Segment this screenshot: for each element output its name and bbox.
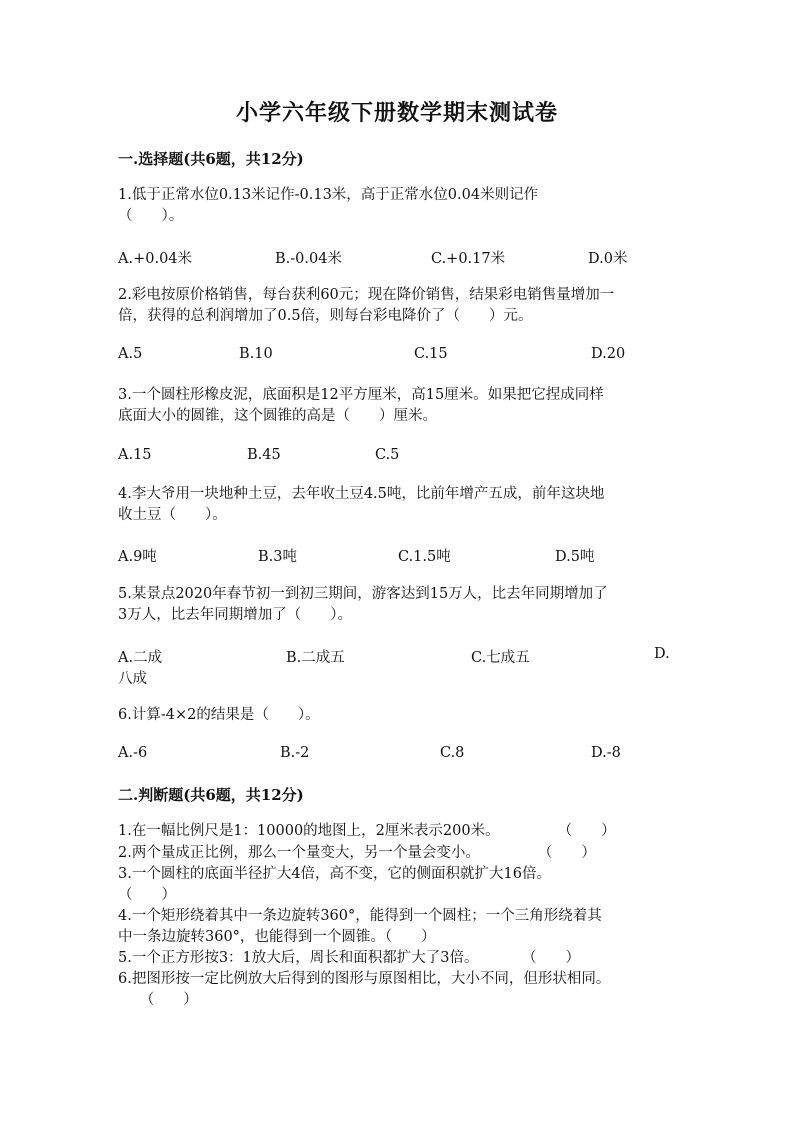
judgment-line: 6.把图形按一定比例放大后得到的图形与原图相比，大小不同，但形状相同。	[118, 971, 611, 987]
question-5-option-b: B.二成五	[286, 650, 345, 666]
question-6-line-1: 6.计算-4×2的结果是（ ）。	[118, 707, 320, 723]
question-4-option-b: B.3吨	[258, 549, 297, 565]
page-title: 小学六年级下册数学期末测试卷	[235, 100, 558, 126]
question-4-option-d: D.5吨	[555, 549, 595, 565]
question-2-line-1: 2.彩电按原价格销售，每台获利60元；现在降价销售，结果彩电销售量增加一	[118, 287, 615, 303]
question-1-option-d: D.0米	[588, 251, 628, 267]
question-4-option-a: A.9吨	[118, 549, 157, 565]
question-3-option-b: B.45	[247, 447, 281, 463]
question-1-line-1: 1.低于正常水位0.13米记作-0.13米，高于正常水位0.04米则记作	[118, 187, 539, 203]
question-4-line-2: 收土豆（ ）。	[118, 507, 227, 523]
judgment-line: 3.一个圆柱的底面半径扩大4倍，高不变，它的侧面积就扩大16倍。	[118, 866, 552, 882]
judgment-line: 4.一个矩形绕着其中一条边旋转360°，能得到一个圆柱；一个三角形绕着其	[118, 908, 602, 924]
judgment-line: 中一条边旋转360°，也能得到一个圆锥。（ ）	[118, 929, 436, 945]
question-5-option-a: A.二成	[118, 650, 163, 666]
judgment-line: 5.一个正方形按3：1放大后，周长和面积都扩大了3倍。 （ ）	[118, 950, 581, 966]
judgment-line: （ ）	[118, 887, 176, 903]
question-5-line-2: 3万人，比去年同期增加了（ ）。	[118, 607, 352, 623]
question-6-option-b: B.-2	[280, 745, 310, 761]
question-4-option-c: C.1.5吨	[398, 549, 451, 565]
question-6-option-c: C.8	[440, 745, 465, 761]
question-5-option-c: C.七成五	[471, 650, 530, 666]
question-2-option-a: A.5	[118, 346, 143, 362]
question-3-option-c: C.5	[375, 447, 400, 463]
judgment-line: 1.在一幅比例尺是1：10000的地图上，2厘米表示200米。 （ ）	[118, 823, 616, 839]
question-1-option-b: B.-0.04米	[275, 251, 342, 267]
question-5-option-d: D.	[654, 646, 670, 662]
question-1-line-2: （ ）。	[118, 208, 184, 224]
question-3-option-a: A.15	[118, 447, 152, 463]
question-1-option-c: C.+0.17米	[431, 251, 506, 267]
question-5-line-1: 5.某景点2020年春节初一到初三期间，游客达到15万人，比去年同期增加了	[118, 586, 608, 602]
question-5-option-d-text: 八成	[118, 671, 147, 687]
judgment-line: （ ）	[118, 992, 198, 1008]
question-1-option-a: A.+0.04米	[118, 251, 193, 267]
question-4-line-1: 4.李大爷用一块地种土豆，去年收土豆4.5吨，比前年增产五成，前年这块地	[118, 486, 605, 502]
question-6-option-a: A.-6	[118, 745, 148, 761]
question-6-option-d: D.-8	[591, 745, 621, 761]
question-3-line-2: 底面大小的圆锥，这个圆锥的高是（ ）厘米。	[118, 408, 437, 424]
question-2-option-d: D.20	[591, 346, 626, 362]
question-2-line-2: 倍，获得的总利润增加了0.5倍，则每台彩电降价了（ ）元。	[118, 308, 533, 324]
question-3-line-1: 3.一个圆柱形橡皮泥，底面积是12平方厘米，高15厘米。如果把它捏成同样	[118, 387, 604, 403]
section-heading-choice: 一.选择题(共6题，共12分)	[118, 150, 304, 168]
section-heading-judgment: 二.判断题(共6题，共12分)	[118, 786, 304, 804]
question-2-option-b: B.10	[239, 346, 273, 362]
judgment-line: 2.两个量成正比例，那么一个量变大，另一个量会变小。 （ ）	[118, 845, 596, 861]
question-2-option-c: C.15	[414, 346, 448, 362]
